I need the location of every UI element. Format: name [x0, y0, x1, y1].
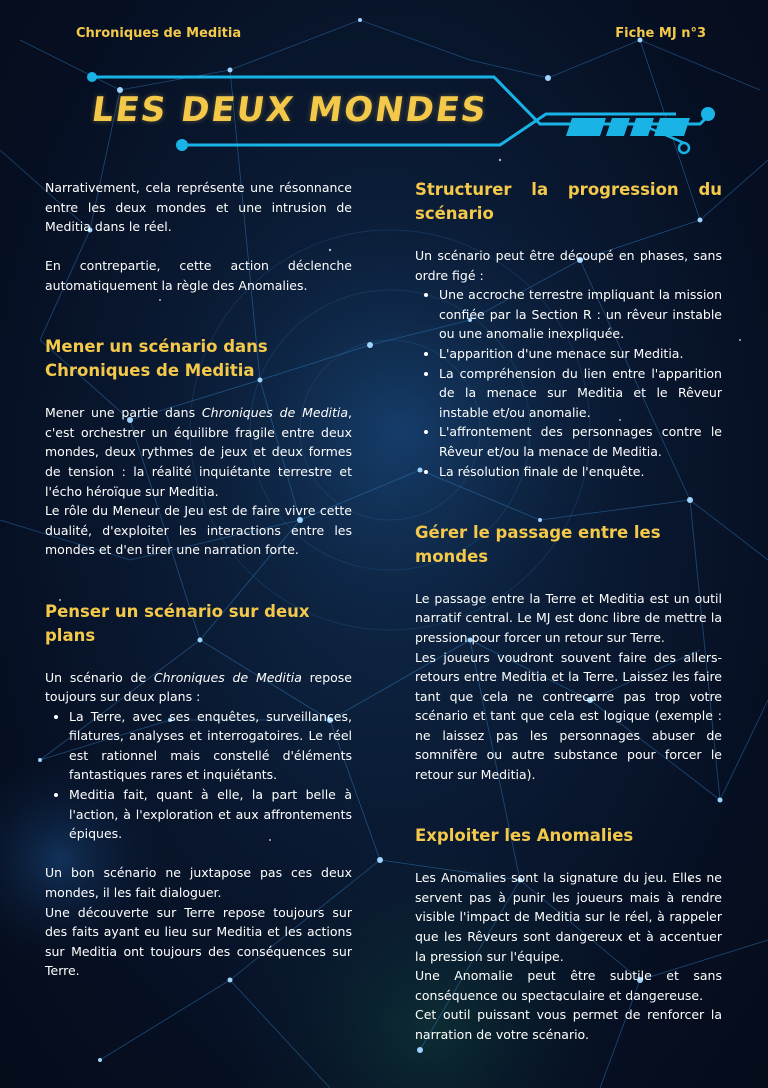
section-heading-exploiter: Exploiter les Anomalies [415, 826, 634, 846]
right-column [415, 178, 722, 1045]
section-exploiter-paragraph-1: Les Anomalies sont la signature du jeu. Elles ne servent pas à punir les joueurs mais à rendre visible l'impact de Meditia sur le réel, à rappeler que les Rêveurs sont dangereux et à accentuer la pression sur l'équipe. [415, 870, 722, 964]
list-item: • Une accroche terrestre impliquant la mission confiée par la Section R : un rêveur instable ou une anomalie inexpliquée. [439, 285, 722, 344]
text-run: Mener une partie dans [45, 405, 202, 421]
section-heading-penser: Penser un scénario sur deux plans [45, 601, 310, 645]
list-item: • La Terre, avec ses enquêtes, surveillances, filatures, analyses et interrogatoires. Le réel est rationnel mais constellé d'éléments fantastiques rares et inquiétants. [69, 707, 352, 785]
text-run: , c'est orchestrer un équilibre fragile entre deux mondes, deux rythmes de jeux et deux formes de tension : la réalité inquiétante terrestre et l'écho héroïque sur Meditia. [45, 405, 353, 499]
game-title-italic: Chroniques de Meditia [153, 669, 302, 685]
section-penser-paragraph-2: Un bon scénario ne juxtapose pas ces deux mondes, il les fait dialoguer. [45, 865, 352, 901]
section-structurer-paragraph-1: Un scénario peut être découpé en phases, sans ordre figé : [415, 248, 722, 283]
section-mener-paragraph-1 [45, 403, 352, 501]
text-run: Un scénario de [45, 669, 154, 685]
intro-paragraph-1: Narrativement, cela représente une résonnance entre les deux mondes et une intrusion de Meditia dans le réel. [45, 180, 352, 235]
phases-list [415, 285, 722, 481]
left-column [45, 178, 352, 981]
list-item: • La compréhension du lien entre l'apparition de la menace sur Meditia et le Rêveur instable et/ou anomalie. [439, 364, 722, 423]
two-planes-list [45, 707, 352, 844]
intro-paragraph-2: En contrepartie, cette action déclenche automatiquement la règle des Anomalies. [45, 258, 352, 293]
section-penser-paragraph-3: Une découverte sur Terre repose toujours sur des faits ayant eu lieu sur Meditia et les actions sur Meditia ont toujours des conséquences sur Terre. [45, 904, 352, 979]
list-item: • L'affrontement des personnages contre le Rêveur et/ou la menace de Meditia. [439, 422, 722, 461]
section-heading-mener: Mener un scénario dans Chroniques de Meditia [45, 337, 268, 381]
list-item: • Meditia fait, quant à elle, la part belle à l'action, à l'exploration et aux affrontements épiques. [69, 785, 352, 844]
section-gerer-paragraph-1: Le passage entre la Terre et Meditia est un outil narratif central. Le MJ est donc libre de mettre la pression pour forcer un retour sur Terre. [415, 590, 722, 645]
text-run: repose toujours sur deux plans : [45, 669, 352, 705]
list-item: • La résolution finale de l'enquête. [439, 462, 722, 482]
header-game-title: Chroniques de Meditia [76, 26, 242, 41]
list-item: • L'apparition d'une menace sur Meditia. [439, 344, 722, 364]
section-exploiter-paragraph-2: Une Anomalie peut être subtile et sans conséquence ou spectaculaire et dangereuse. [415, 968, 722, 1003]
header-sheet-number: Fiche MJ n°3 [615, 26, 706, 41]
page-title: LES DEUX MONDES [89, 90, 491, 130]
section-mener-paragraph-2: Le rôle du Meneur de Jeu est de faire vivre cette dualité, d'exploiter les interactions entre les mondes et d'en tirer une narration forte. [45, 503, 352, 558]
section-exploiter-paragraph-3: Cet outil puissant vous permet de renforcer la narration de votre scénario. [415, 1007, 722, 1042]
section-heading-gerer: Gérer le passage entre les mondes [415, 522, 661, 566]
section-gerer-paragraph-2: Les joueurs voudront souvent faire des allers-retours entre Meditia et la Terre. Laissez les faire tant que cela ne contrecarre pas trop votre scénario et tant que cela est logique (exemple : ne laissez pas les personnages abuser de somnifère ou autre substance pour forcer le retour sur Meditia). [415, 649, 722, 783]
section-penser-paragraph-1 [45, 668, 352, 707]
game-title-italic: Chroniques de Meditia [201, 405, 349, 421]
section-heading-structurer: Structurer la progression du scénario [415, 180, 722, 223]
